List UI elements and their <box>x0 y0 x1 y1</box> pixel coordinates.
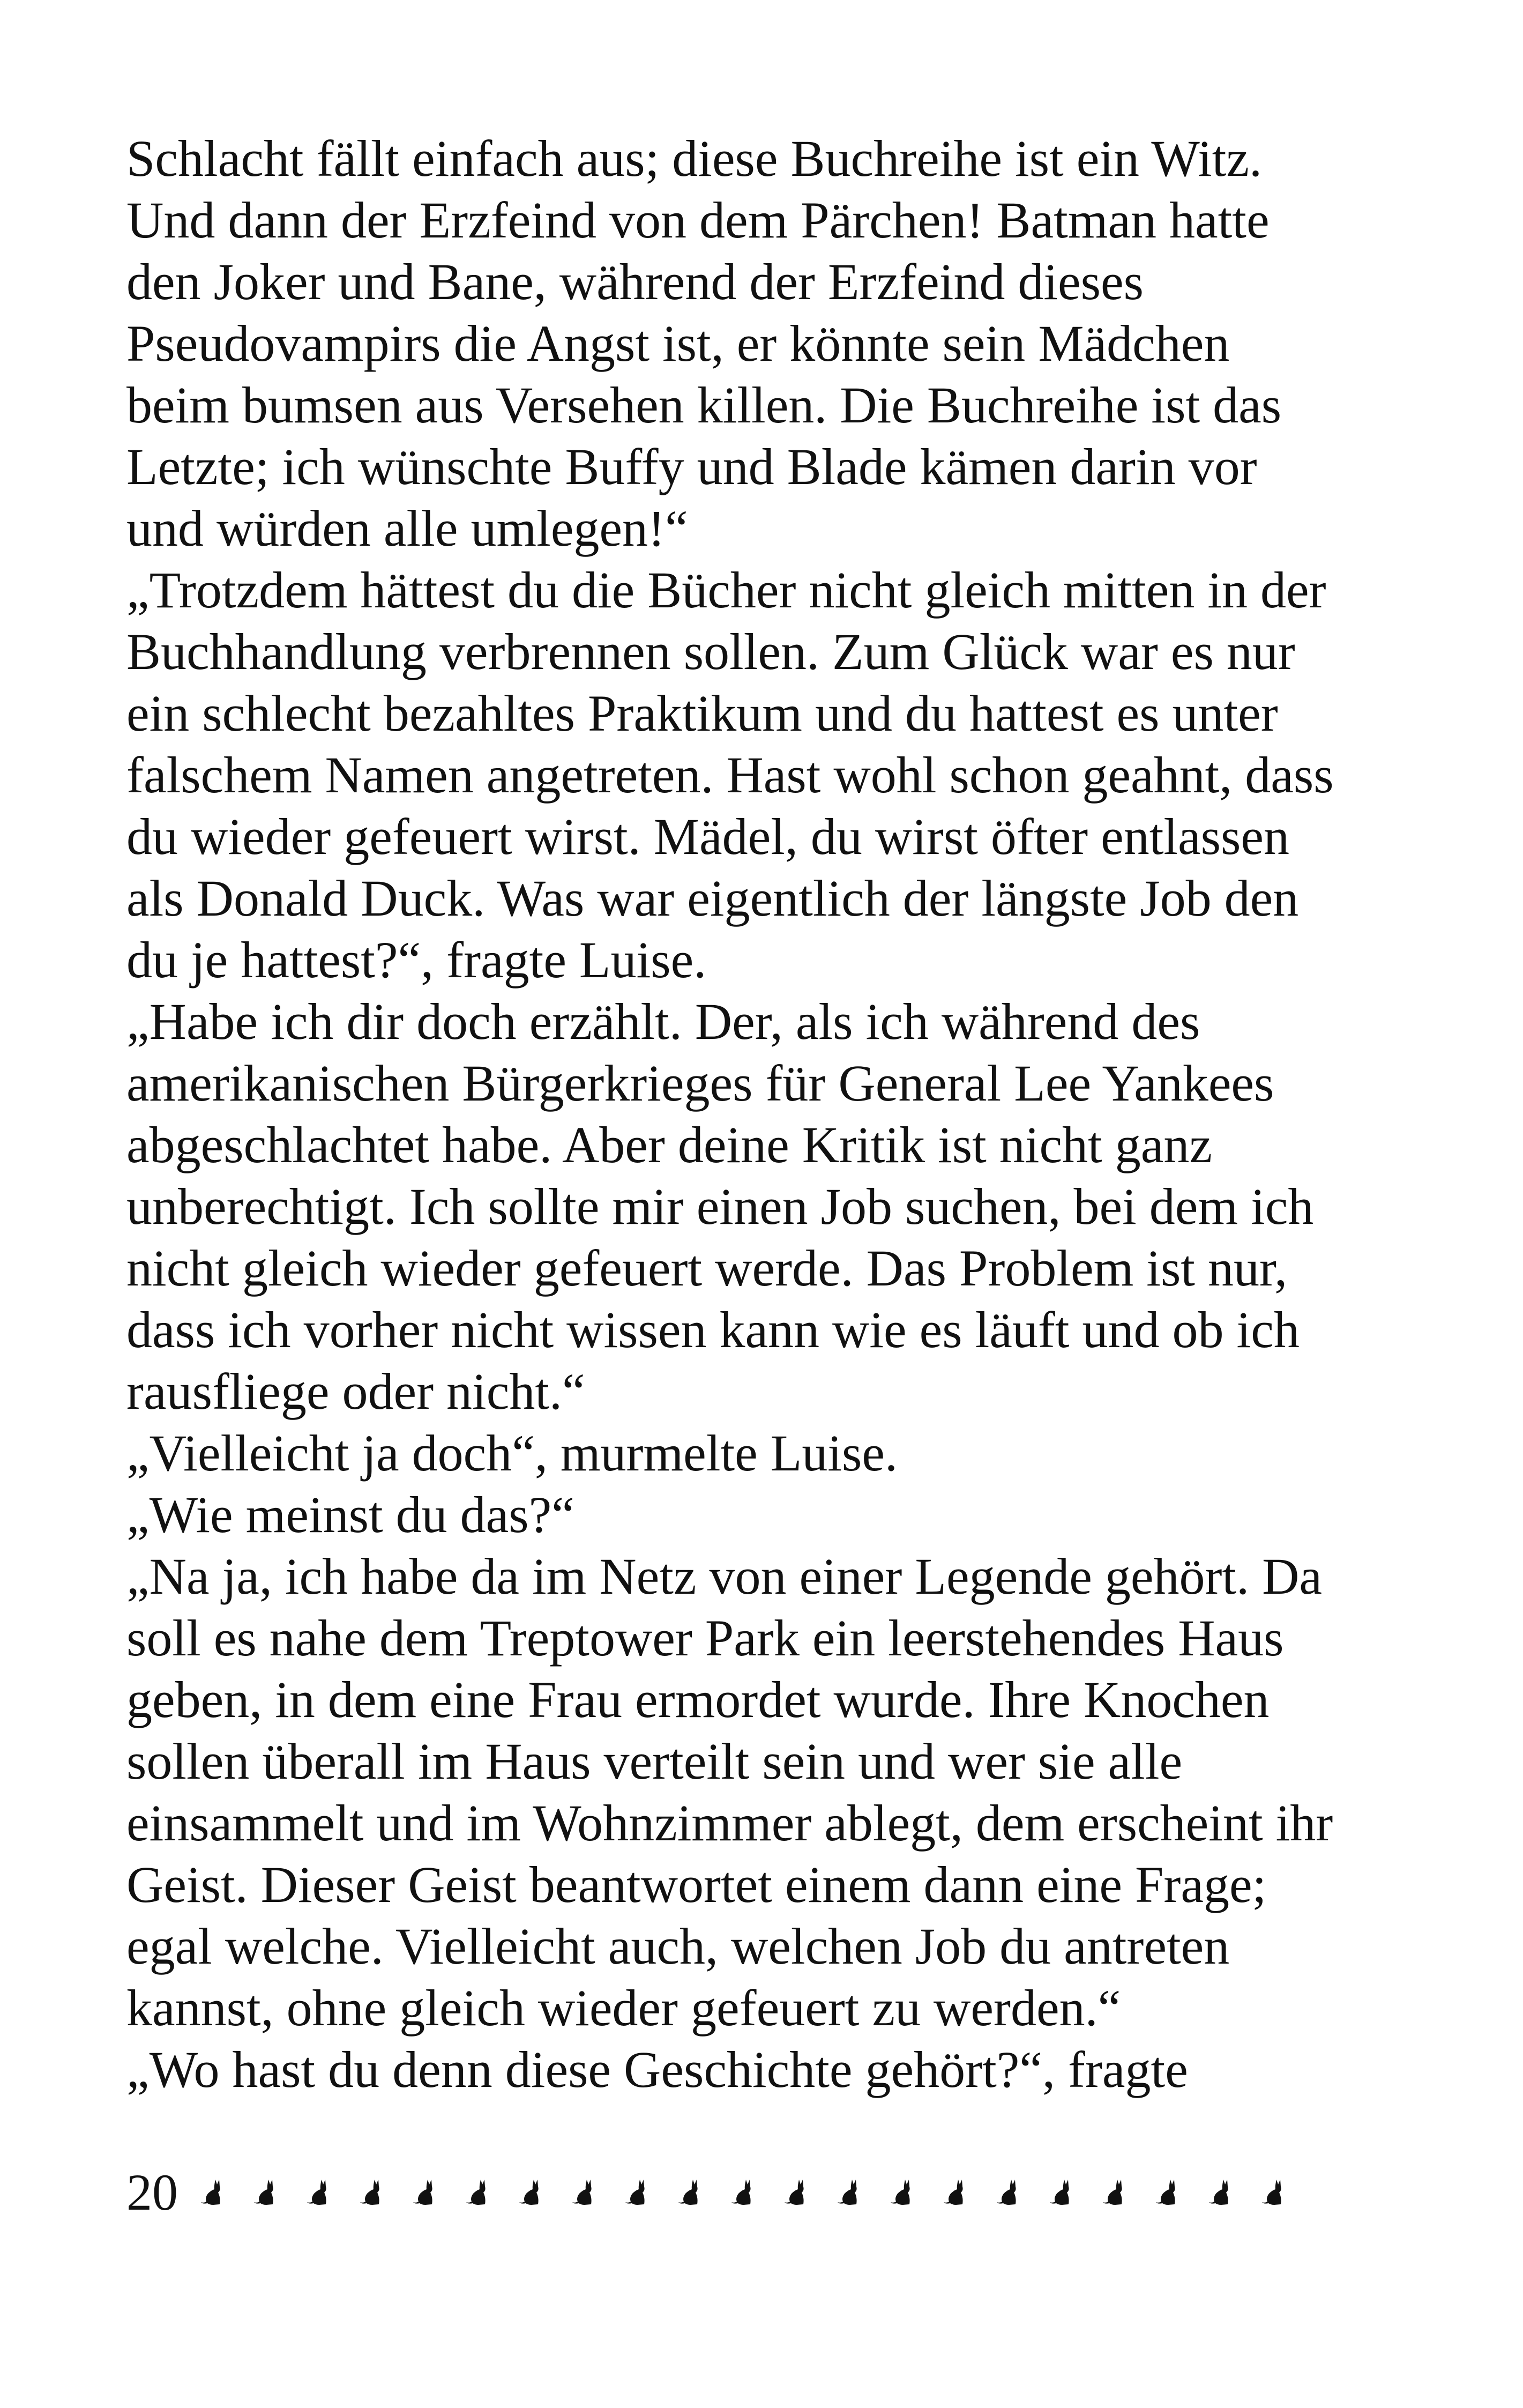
text-line: nicht gleich wieder gefeuert werde. Das Problem ist nur, <box>126 1239 1288 1297</box>
cat-icon <box>1260 2177 1285 2208</box>
cat-ornament-row <box>199 2177 1285 2208</box>
text-line: unberechtigt. Ich sollte mir einen Job suchen, bei dem ich <box>126 1178 1314 1235</box>
cat-icon <box>1048 2177 1073 2208</box>
cat-icon <box>942 2177 967 2208</box>
cat-icon <box>252 2177 277 2208</box>
text-line: „Vielleicht ja doch“, murmelte Luise. <box>126 1424 898 1482</box>
cat-icon <box>359 2177 383 2208</box>
cat-icon <box>1101 2177 1126 2208</box>
text-line: „Trotzdem hättest du die Bücher nicht gleich mitten in der <box>126 561 1326 619</box>
text-line: abgeschlachtet habe. Aber deine Kritik ist nicht ganz <box>126 1116 1212 1173</box>
text-line: Geist. Dieser Geist beantwortet einem dann eine Frage; <box>126 1856 1267 1913</box>
text-line: geben, in dem eine Frau ermordet wurde. Ihre Knochen <box>126 1671 1270 1728</box>
text-line: Buchhandlung verbrennen sollen. Zum Glück war es nur <box>126 623 1295 680</box>
cat-icon <box>412 2177 436 2208</box>
cat-icon <box>783 2177 808 2208</box>
cat-icon <box>571 2177 595 2208</box>
text-line: „Habe ich dir doch erzählt. Der, als ich während des <box>126 993 1200 1050</box>
text-line: „Wo hast du denn diese Geschichte gehört?“, fragte <box>126 2041 1188 2098</box>
text-line: beim bumsen aus Versehen killen. Die Buchreihe ist das <box>126 376 1282 434</box>
cat-icon <box>624 2177 648 2208</box>
cat-icon <box>305 2177 330 2208</box>
text-line: du wieder gefeuert wirst. Mädel, du wirst öfter entlassen <box>126 808 1289 865</box>
text-line: dass ich vorher nicht wissen kann wie es läuft und ob ich <box>126 1301 1300 1358</box>
text-line: als Donald Duck. Was war eigentlich der längste Job den <box>126 869 1299 927</box>
cat-icon <box>1154 2177 1179 2208</box>
page-footer <box>126 2160 1285 2225</box>
text-line: falschem Namen angetreten. Hast wohl schon geahnt, dass <box>126 746 1334 804</box>
text-line: ein schlecht bezahltes Praktikum und du hattest es unter <box>126 685 1278 742</box>
text-line: „Na ja, ich habe da im Netz von einer Legende gehört. Da <box>126 1548 1323 1605</box>
cat-icon <box>730 2177 755 2208</box>
cat-icon <box>465 2177 489 2208</box>
text-line: Letzte; ich wünschte Buffy und Blade kämen darin vor <box>126 438 1257 495</box>
text-line: und würden alle umlegen!“ <box>126 500 688 557</box>
cat-icon <box>836 2177 861 2208</box>
text-line: egal welche. Vielleicht auch, welchen Job du antreten <box>126 1918 1230 1975</box>
text-line: Und dann der Erzfeind von dem Pärchen! Batman hatte <box>126 191 1270 249</box>
text-line: rausfliege oder nicht.“ <box>126 1363 585 1420</box>
cat-icon <box>995 2177 1020 2208</box>
cat-icon <box>1207 2177 1232 2208</box>
text-line: Schlacht fällt einfach aus; diese Buchreihe ist ein Witz. <box>126 130 1262 187</box>
cat-icon <box>518 2177 542 2208</box>
cat-icon <box>677 2177 701 2208</box>
text-line: den Joker und Bane, während der Erzfeind dieses <box>126 253 1144 310</box>
text-line: Pseudovampirs die Angst ist, er könnte sein Mädchen <box>126 315 1230 372</box>
text-line: soll es nahe dem Treptower Park ein leerstehendes Haus <box>126 1609 1284 1667</box>
cat-icon <box>199 2177 224 2208</box>
text-line: du je hattest?“, fragte Luise. <box>126 931 707 989</box>
cat-icon <box>889 2177 914 2208</box>
text-line: kannst, ohne gleich wieder gefeuert zu werden.“ <box>126 1979 1121 2037</box>
body-text <box>126 128 1423 2100</box>
text-line: amerikanischen Bürgerkrieges für General Lee Yankees <box>126 1054 1274 1112</box>
page-number: 20 <box>126 2164 178 2221</box>
text-line: „Wie meinst du das?“ <box>126 1486 574 1543</box>
text-line: sollen überall im Haus verteilt sein und wer sie alle <box>126 1733 1183 1790</box>
text-line: einsammelt und im Wohnzimmer ablegt, dem erscheint ihr <box>126 1794 1333 1852</box>
